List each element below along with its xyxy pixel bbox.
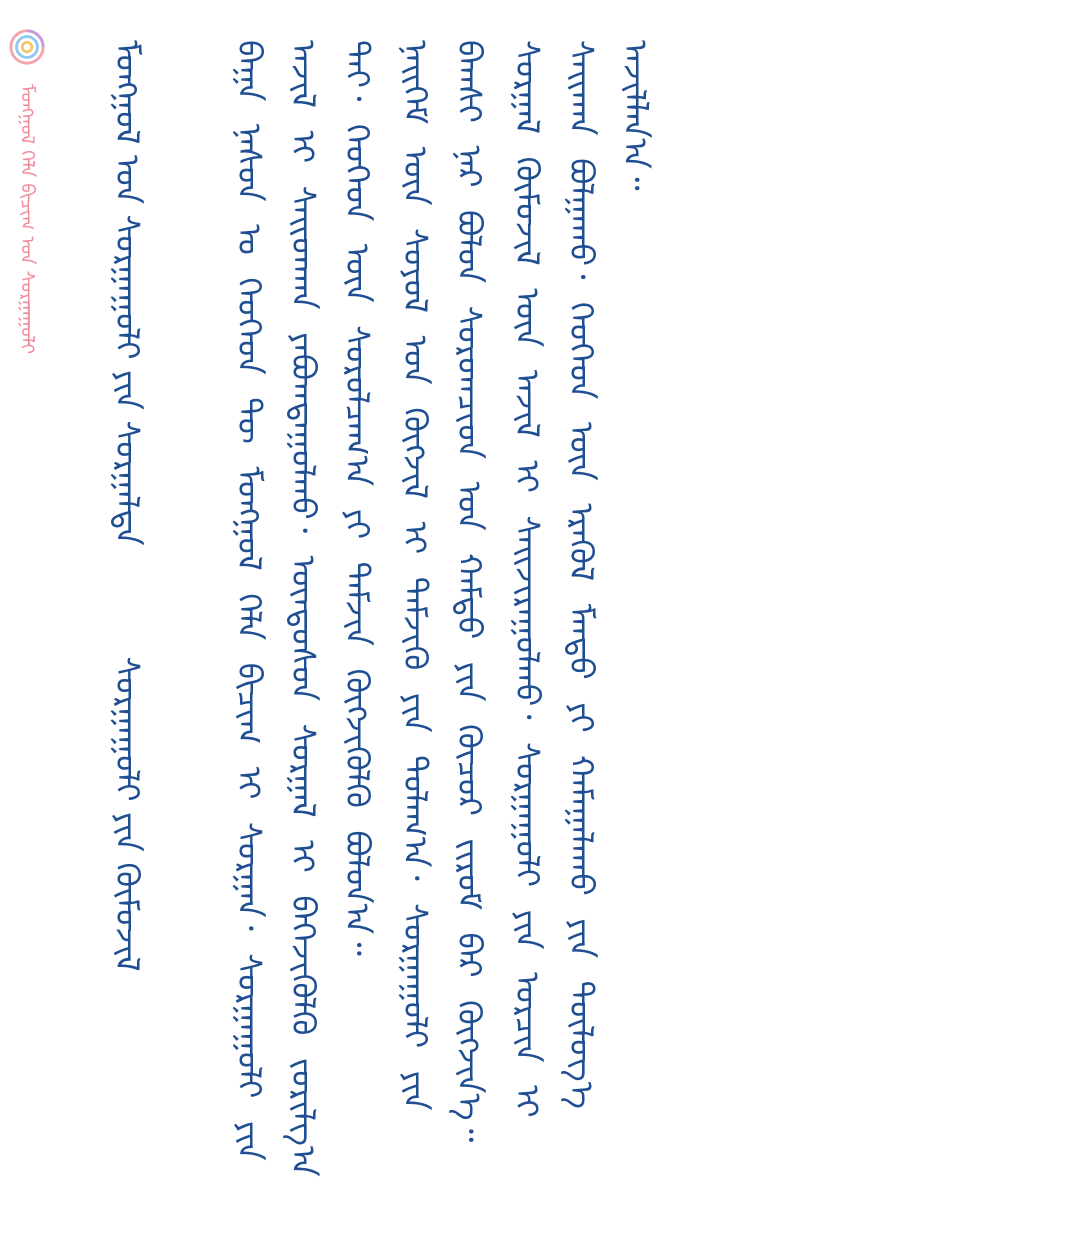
title-part-2: ᠰᠤᠷᠭᠠᠭᠤᠯᠢ ᠶᠢᠨ ᠬᠥᠮᠦᠵᠢᠯ <box>108 656 147 972</box>
paragraph: ᠨᠡᠢᠭᠡᠮ ᠦᠨ ᠰᠣᠶᠣᠯ ᠤᠨ ᠬᠥᠭᠵᠢᠯ ᠢ ᠳᠡᠮᠵᠢᠬᠦ ᠶᠢᠨ ᠲᠤᠯᠠᠭ᠎ᠠ᠂ ᠰᠤᠷᠭᠠᠭᠤᠯᠢ ᠶᠢᠨ ᠪᠠᠭᠰᠢ ᠨᠠᠷ ᠪᠣᠯᠤᠨ ᠰᠤᠷᠤᠭᠴᠢᠳ ᠤᠨ ᠬᠠᠮᠲᠤ ᠶᠢᠨ ᠬᠦᠴᠦᠷ ᠵᠢᠷᠤᠮ ᠪᠠᠷ ᠬᠥᠭᠵᠢᠨ᠎ᠡ᠃ <box>396 40 489 1143</box>
watermark-text: ᠮᠣᠩᠭᠣᠯ ᠬᠡᠯᠡ ᠪᠢᠴᠢᠭ᠋ ᠤᠨ ᠰᠤᠷᠭᠠᠭᠤᠯᠢ <box>16 84 38 355</box>
title-part-1: ᠮᠣᠩᠭᠣᠯ ᠤᠨ ᠰᠤᠷᠭᠠᠭᠤᠯᠢ ᠶᠢᠨ ᠰᠤᠷᠭᠠᠯᠲᠠ <box>108 40 147 546</box>
paragraph: ᠰᠤᠷᠭᠠᠯ ᠬᠦᠮᠦᠵᠢᠯ ᠦᠨ ᠠᠵᠢᠯ ᠢ ᠰᠠᠢᠵᠢᠷᠠᠭᠤᠯᠬᠤ᠂ ᠰᠤᠷᠭᠠᠭᠤᠯᠢ ᠶᠢᠨ ᠣᠷᠴᠢᠨ ᠢ ᠰᠠᠢᠬᠠᠨ ᠪᠣᠯᠭᠠᠬᠤ᠂ ᠬᠡᠦᠬᠡᠳ ᠦᠨ ᠡᠷᠡᠭᠦᠯ ᠮᠡᠨᠳᠦ ᠶᠢ ᠬᠠᠮᠠᠭᠠᠯᠠᠬᠤ ᠶᠢᠨ ᠲᠥᠯᠥᠭ᠎ᠡ ᠠᠵᠢᠯᠯᠠᠨ᠎ᠠ᠃ <box>508 40 655 1118</box>
document-title <box>100 40 154 1200</box>
paragraph: ᠪᠠᠭᠠ ᠨᠠᠰᠤᠨ ᠤ ᠬᠡᠦᠬᠡᠳ ᠲᠦ ᠮᠣᠩᠭᠣᠯ ᠬᠡᠯᠡ ᠪᠢᠴᠢᠭ᠋ ᠢ ᠰᠤᠷᠭᠠᠨ᠂ ᠰᠤᠷᠭᠠᠭᠤᠯᠢ ᠶᠢᠨ ᠠᠵᠢᠯ ᠢ ᠰᠠᠢᠳᠬᠠᠨ ᠶᠠᠪᠤᠭᠳᠠᠭᠤᠯᠬᠤ᠂ ᠦᠨᠳᠦᠰᠦᠨ ᠰᠤᠷᠭᠠᠯ ᠢ ᠪᠡᠬᠡᠵᠢᠭᠦᠯᠬᠦ ᠵᠣᠷᠢᠯᠭ᠎ᠠ ᠲᠠᠢ᠂ ᠬᠡᠦᠬᠡᠳ ᠦᠨ ᠰᠤᠷᠤᠯᠴᠠᠭ᠎ᠠ ᠶᠢ ᠳᠡᠮᠵᠢᠨ ᠬᠥᠭᠵᠢᠭᠦᠯᠬᠦ ᠪᠤᠯᠤᠨ᠎ᠠ᠃ <box>230 40 377 1177</box>
logo-icon <box>8 28 46 66</box>
document-body <box>100 40 980 1200</box>
